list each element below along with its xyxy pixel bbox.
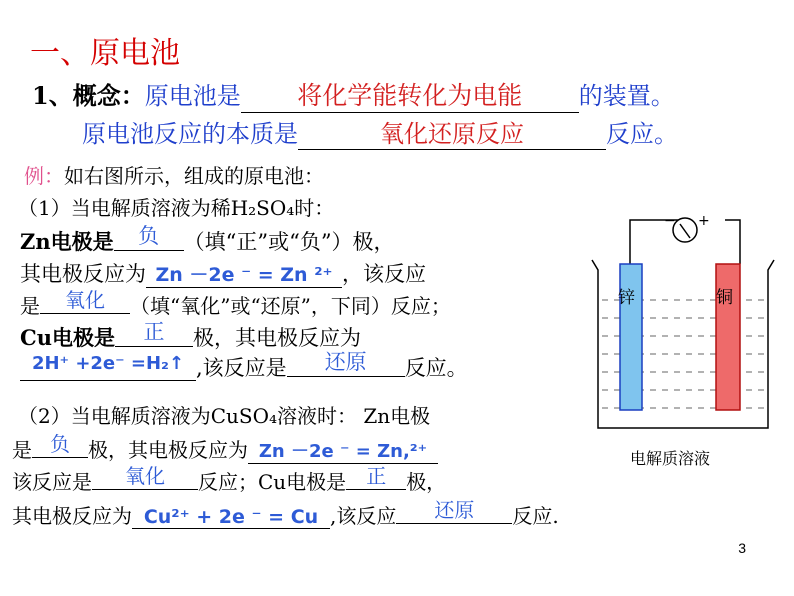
part1-zn-type-blank (40, 284, 130, 314)
copper-label: 铜 (716, 288, 733, 308)
plus-sign: + (698, 213, 710, 229)
part1-zn-reaction-suffix: ，该反应 (342, 262, 426, 286)
part1-cu-reaction: 2H⁺ +2e⁻ =H₂↑ (31, 353, 185, 374)
part2-cu-type-suffix: 反应. (512, 504, 559, 528)
concept-line1-suffix: 的装置。 (578, 82, 675, 110)
part2-cu-blank (346, 460, 406, 490)
part1-cu-prefix: Cu电极是 (20, 325, 115, 350)
part2-zn-type-blank (92, 460, 198, 490)
part2-cu-reaction: Cu²⁺ + 2e ⁻ = Cu (143, 506, 319, 528)
concept-blank-2 (298, 114, 606, 150)
part2-cu-answer: 正 (366, 464, 387, 488)
part2-cu-reaction-blank (132, 504, 330, 529)
example-intro-text: 如右图所示，组成的原电池： (64, 164, 324, 188)
part1-zn-blank (114, 220, 184, 251)
part1-zn-reaction-blank (146, 260, 342, 288)
part2-zn-type-prefix: 该反应是 (12, 470, 92, 494)
part2-cu-reaction-line (12, 500, 559, 530)
part1-zn-reaction-prefix: 其电极反应为 (20, 262, 146, 286)
part2-cu-type-answer: 还原 (434, 498, 475, 522)
part1-zn-type-answer: 氧化 (65, 288, 105, 312)
part2-zn-type-answer: 氧化 (125, 464, 165, 488)
zinc-electrode (620, 264, 642, 410)
part2-zn-reaction: Zn －2e ⁻ = Zn,²⁺ (258, 441, 428, 462)
part1-zn-reaction: Zn －2e ⁻ = Zn ²⁺ (155, 264, 333, 286)
part2-zn-type-mid: 反应；Cu电极是 (198, 470, 347, 494)
page-title: 一、原电池 (30, 36, 180, 71)
zinc-label: 锌 (618, 288, 635, 308)
part1-cu-suffix: 极，其电极反应为 (192, 326, 361, 350)
part1-zn-type-prefix: 是 (20, 294, 40, 318)
minus-sign: − (664, 213, 676, 229)
copper-electrode (716, 264, 740, 410)
concept-line2-suffix: 反应。 (606, 120, 678, 148)
part1-cu-blank (115, 316, 193, 347)
part1-cu-type-suffix: 反应。 (404, 356, 468, 380)
part1-zn-type-suffix: （填“氧化”或“还原”，下同）反应； (130, 294, 451, 318)
part2-cu-mid: 极， (406, 470, 447, 494)
part2-zn-blank (32, 428, 88, 458)
part2-zn-prefix: 是 (12, 438, 32, 462)
part1-cu-answer: 正 (143, 320, 165, 344)
galvanic-cell-figure (580, 200, 780, 470)
part1-cu-type-prefix: ,该反应是 (196, 356, 287, 380)
concept-blank-1 (241, 76, 579, 113)
concept-label: 1、概念： (32, 81, 145, 110)
concept-line2-prefix: 原电池反应的本质是 (82, 120, 298, 148)
part2-cu-reaction-prefix: 其电极反应为 (12, 504, 132, 528)
example-intro (24, 160, 324, 189)
part1-zn-answer: 负 (138, 224, 160, 248)
part2-zn-type-line (12, 466, 446, 496)
concept-answer-1: 将化学能转化为电能 (297, 81, 523, 110)
galvanometer-icon (673, 218, 697, 242)
right-wire (725, 220, 740, 264)
part2-head: （2）当电解质溶液为CuSO₄溶液时： Zn电极 (18, 404, 431, 428)
example-label: 例： (24, 164, 64, 188)
part2-cu-type-blank (396, 494, 512, 524)
concept-line-2 (82, 114, 678, 150)
page-number: 3 (738, 540, 746, 556)
part1-cu-reaction-line (20, 352, 468, 383)
part1-head: （1）当电解质溶液为稀H₂SO₄时： (18, 196, 335, 220)
part2-cu-type-prefix: ,该反应 (330, 504, 397, 528)
concept-line-1 (32, 76, 675, 113)
part1-cu-reaction-blank (20, 353, 196, 381)
concept-answer-2: 氧化还原反应 (380, 120, 524, 148)
part1-zn-suffix: （填“正”或“负”）极， (183, 230, 395, 254)
part1-zn-prefix: Zn电极是 (20, 229, 114, 254)
part1-zn-line (20, 226, 395, 257)
part1-zn-type-line (20, 290, 451, 320)
concept-line1-prefix: 原电池是 (144, 82, 241, 110)
part2-zn-answer: 负 (50, 432, 70, 456)
part2-zn-mid: 极，其电极反应为 (88, 438, 248, 462)
part1-cu-type-blank (287, 346, 405, 377)
figure-caption: 电解质溶液 (630, 449, 711, 468)
part2-zn-reaction-blank (248, 437, 438, 464)
part1-cu-type-answer: 还原 (324, 350, 367, 374)
